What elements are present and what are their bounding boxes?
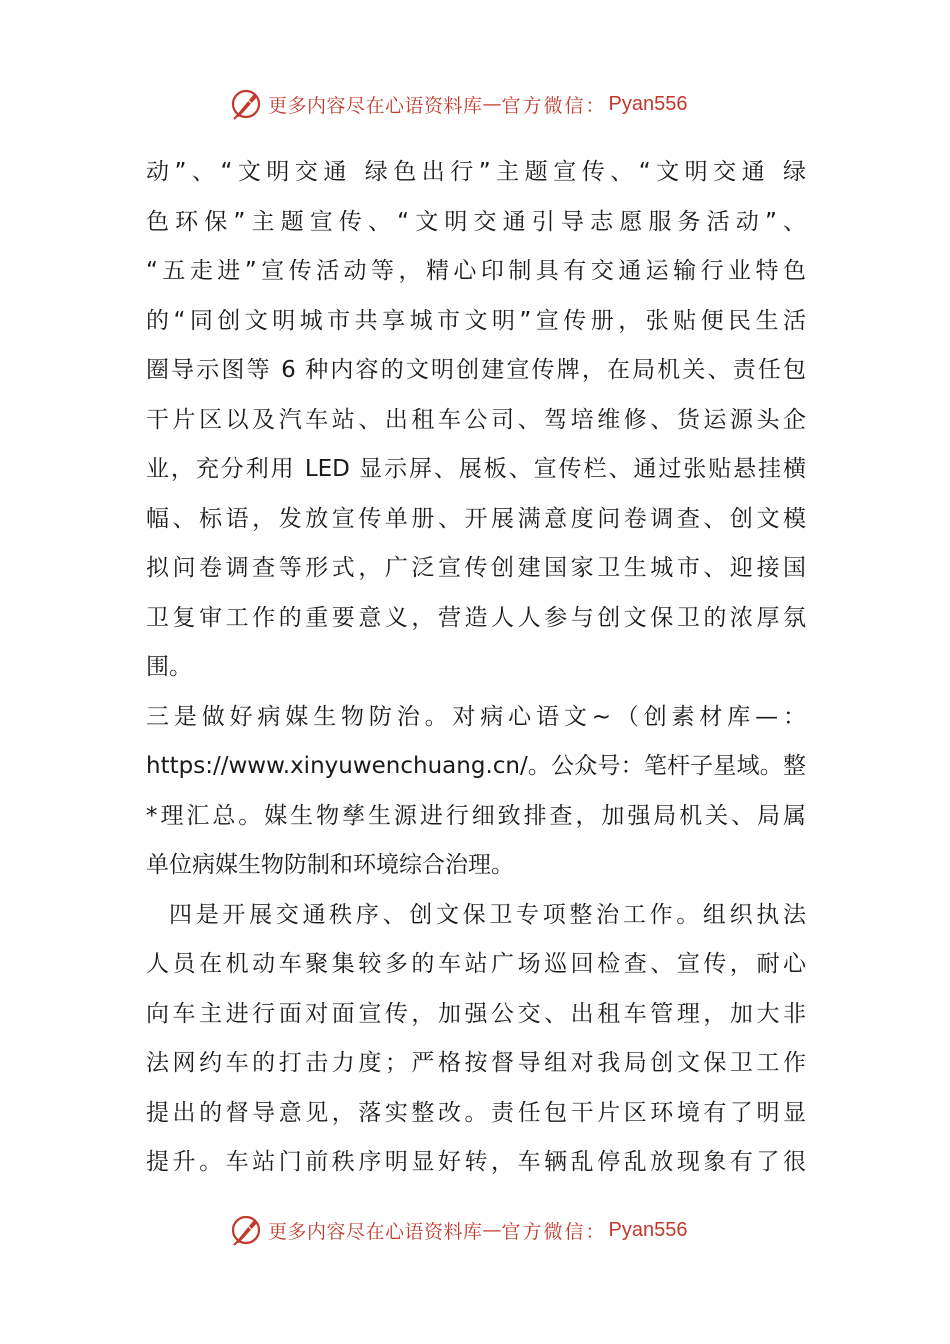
paragraph-2-link-line: https://www.xinyuwenchuang.cn/。公众号：笔杆子星域。整 bbox=[146, 753, 806, 779]
paragraph-1-line: 的“同创文明城市共享城市文明”宣传册，张贴便民生活 bbox=[146, 307, 806, 334]
quill-pen-logo-icon bbox=[228, 86, 264, 122]
paragraph-2-line: *理汇总。媒生物孳生源进行细致排查，加强局机关、局属 bbox=[146, 802, 806, 829]
paragraph-3-line: 提升。车站门前秩序明显好转，车辆乱停乱放现象有了很 bbox=[146, 1149, 806, 1175]
paragraph-3-line: 四是开展交通秩序、创文保卫专项整治工作。组织执法 bbox=[169, 901, 806, 928]
paragraph-3-line: 人员在机动车聚集较多的车站广场巡回检查、宣传，耐心 bbox=[146, 951, 806, 977]
paragraph-1-line: 拟问卷调查等形式，广泛宣传创建国家卫生城市、迎接国 bbox=[146, 555, 806, 581]
header-banner bbox=[228, 84, 688, 124]
paragraph-1-line: 色环保”主题宣传、“文明交通引导志愿服务活动”、 bbox=[146, 208, 806, 235]
footer-banner bbox=[228, 1210, 688, 1250]
paragraph-3-line: 法网约车的打击力度；严格按督导组对我局创文保卫工作 bbox=[146, 1050, 806, 1076]
paragraph-1-line: “五走进”宣传活动等，精心印制具有交通运输行业特色 bbox=[146, 258, 806, 284]
paragraph-3-line: 向车主进行面对面宣传，加强公交、出租车管理，加大非 bbox=[146, 1000, 806, 1027]
paragraph-1-line: 干片区以及汽车站、出租车公司、驾培维修、货运源头企 bbox=[146, 406, 806, 433]
paragraph-3-line: 提出的督导意见，落实整改。责任包干片区环境有了明显 bbox=[146, 1099, 806, 1126]
banner-title: 更多内容尽在心语资料库 bbox=[268, 1220, 483, 1243]
banner-separator: — bbox=[482, 1219, 502, 1241]
banner-wechat-label: 官方微信： bbox=[501, 1220, 607, 1243]
paragraph-1-line: 动”、“文明交通 绿色出行”主题宣传、“文明交通 绿 bbox=[146, 159, 806, 185]
banner-wechat-id: Pyan556 bbox=[608, 1218, 688, 1241]
paragraph-1-line: 围。 bbox=[146, 654, 192, 680]
banner-wechat-id: Pyan556 bbox=[608, 92, 688, 115]
banner-wechat-label: 官方微信： bbox=[501, 94, 607, 117]
document-body bbox=[146, 148, 806, 1188]
paragraph-1-line: 业，充分利用 LED 显示屏、展板、宣传栏、通过张贴悬挂横 bbox=[146, 456, 806, 482]
banner-title: 更多内容尽在心语资料库 bbox=[268, 94, 483, 117]
paragraph-1-line: 卫复审工作的重要意义，营造人人参与创文保卫的浓厚氛 bbox=[146, 604, 806, 631]
paragraph-1-line: 圈导示图等 6 种内容的文明创建宣传牌，在局机关、责任包 bbox=[146, 357, 806, 383]
banner-separator: — bbox=[482, 93, 502, 115]
quill-pen-logo-icon bbox=[228, 1212, 264, 1248]
paragraph-2-line: 三是做好病媒生物防治。对病心语文~（创素材库—： bbox=[146, 703, 806, 730]
paragraph-2-line: 单位病媒生物防制和环境综合治理。 bbox=[146, 852, 514, 878]
paragraph-1-line: 幅、标语，发放宣传单册、开展满意度问卷调查、创文模 bbox=[146, 505, 806, 532]
